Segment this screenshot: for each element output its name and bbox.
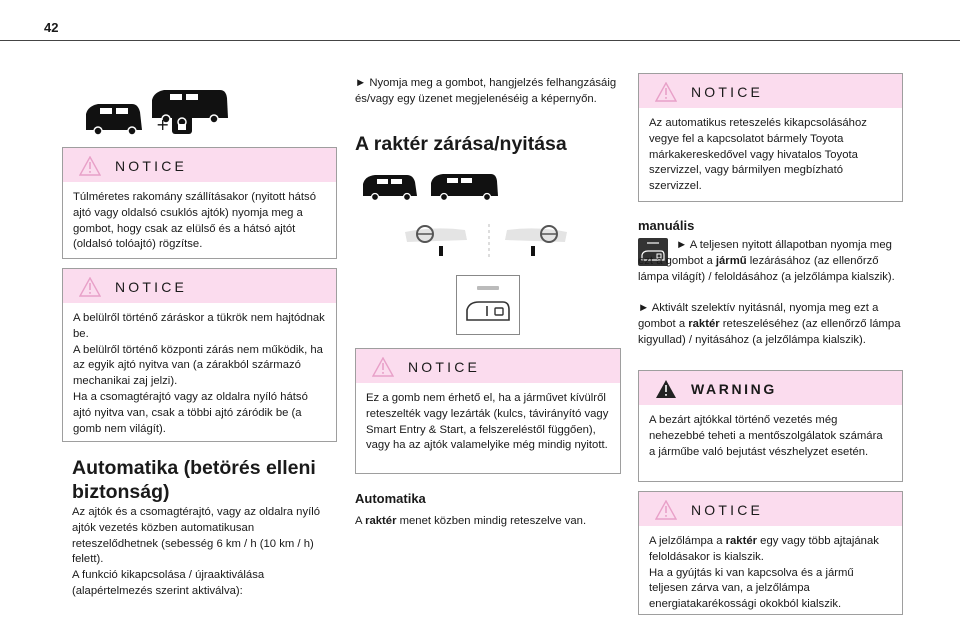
intro-text: ► Nyomja meg a gombot, hangjelzés felhangzásáig és/vagy egy üzenet megjelenéséig a képernyőn. xyxy=(355,77,617,105)
warning-box xyxy=(638,370,903,482)
text-part: A jelzőlámpa a xyxy=(649,535,726,547)
warning-triangle-icon xyxy=(372,357,394,377)
text-bold: jármű xyxy=(715,254,747,267)
text-part: ► A teljesen nyitott állapotban nyomja meg ezt a gombot a xyxy=(638,239,892,267)
section-title-automatika: Automatika (betörés elleni biztonság) xyxy=(72,457,316,503)
body-line: A funkció kikapcsolása / újraaktiválása (alapértelmezés szerint aktiválva): xyxy=(72,569,265,597)
text-part: lezárásához (az ellenőrző lámpa világít) / feloldásához (a jelzőlámpa kialszik). xyxy=(638,254,895,283)
notice-line: A belülről történő záráskor a tükrök nem hajtódnak be. xyxy=(73,312,325,340)
notice-line: A belülről történő központi zárás nem működik, ha az egyik ajtó nyitva van (a zárakból származó mechanikai zaj jelzi). xyxy=(73,343,323,388)
notice-box-3 xyxy=(355,348,621,474)
van-right-icon xyxy=(431,174,498,201)
notice-text: Ez a gomb nem érhető el, ha a járművet kívülről reteszelték vagy lezárták (kulcs, távirányító vagy Smart Entry & Start, a felszereléstől függően), vagy ha az ajtók valamelyike még mindig nyitott. xyxy=(366,392,609,452)
notice-heading: NOTICE xyxy=(691,84,764,100)
body-line: Az ajtók és a csomagtérajtó, vagy az oldalra nyíló ajtók vezetés közben automatikusan reteszelődhetnek (sebesség 6 km / h (10 km / h) felett). xyxy=(72,506,321,566)
manual-paragraph-1 xyxy=(638,238,902,285)
manual-paragraph-2 xyxy=(638,301,902,348)
notice-text: Az automatikus reteszelés kikapcsolásához vegye fel a kapcsolatot bármely Toyota márkakereskedővel vagy hivatalos Toyota szervizzel, vagy bármilyen megbízható szervizzel. xyxy=(649,117,867,193)
svg-text:+: + xyxy=(156,115,170,134)
notice-header xyxy=(63,269,336,303)
notice-line: Ha a gyújtás ki van kapcsolva és a jármű teljesen zárva van, a jelzőlámpa energiatakarékossági okokból kialszik. xyxy=(649,566,854,611)
plus-lock-button-icon xyxy=(156,112,196,136)
notice-header xyxy=(639,74,902,108)
warning-header xyxy=(639,371,902,405)
subsection-title-automatika: Automatika xyxy=(355,491,426,506)
van-left-icon xyxy=(86,104,142,135)
subsection-title-manualis: manuális xyxy=(638,218,695,233)
warning-triangle-icon xyxy=(79,277,101,297)
text-bold: raktér xyxy=(688,317,720,330)
notice-heading: NOTICE xyxy=(691,502,764,518)
notice-heading: NOTICE xyxy=(115,279,188,295)
steering-wheel-left-icon xyxy=(405,226,467,256)
dashboard-lhd-rhd-illustration xyxy=(405,220,575,264)
van-icons-illustration xyxy=(361,168,501,202)
notice-box-4 xyxy=(638,73,903,202)
text-part: A xyxy=(355,515,366,527)
notice-header xyxy=(356,349,620,383)
warning-text: A bezárt ajtókkal történő vezetés még nehezebbé teheti a mentőszolgálatok számára a járműbe való bejutást vészhelyzet esetén. xyxy=(649,414,883,458)
notice-heading: NOTICE xyxy=(408,359,481,375)
subsection-text xyxy=(355,514,620,530)
warning-triangle-icon xyxy=(655,379,677,399)
notice-text xyxy=(63,303,336,445)
warning-heading: WARNING xyxy=(691,381,777,397)
van-lock-icon xyxy=(457,276,519,334)
van-left-icon xyxy=(363,175,417,201)
notice-box-2 xyxy=(62,268,337,442)
notice-box-1 xyxy=(62,147,337,259)
section-body xyxy=(72,505,337,600)
notice-box-5 xyxy=(638,491,903,615)
header-rule xyxy=(0,40,960,41)
notice-heading: NOTICE xyxy=(115,158,188,174)
cargo-lock-button-icon xyxy=(456,275,520,335)
text-part: menet közben mindig reteszelve van. xyxy=(396,515,587,527)
text-part: ► Aktivált szelektív nyitásnál, nyomja meg ezt a gombot a xyxy=(638,302,879,330)
notice-header xyxy=(63,148,336,182)
warning-triangle-icon xyxy=(655,500,677,520)
page-number: 42 xyxy=(44,20,59,35)
text-part: egy vagy több ajtajának feloldásakor is kialszik. xyxy=(649,535,879,563)
notice-text xyxy=(639,526,902,621)
steering-wheel-right-icon xyxy=(505,226,567,256)
text-part: reteszeléséhez (az ellenőrző lámpa kigyullad) / nyitásához (a jelzőlámpa kialszik). xyxy=(638,317,901,346)
warning-triangle-icon xyxy=(79,156,101,176)
notice-text: Túlméretes rakomány szállításakor (nyitott hátsó ajtó vagy oldalsó csuklós ajtók) nyomja meg a gombot, hogy csak az elülső és a hátsó ajtót (oldalsó tolóajtó) rögzítse. xyxy=(73,191,316,251)
notice-line: Ha a csomagtérajtó vagy az oldalra nyíló hátsó ajtó nyitva van, csak a többi ajtó záródik be (a gomb nem világít). xyxy=(73,390,308,435)
text-bold: raktér xyxy=(725,535,758,547)
section-title-rakter: A raktér zárása/nyitása xyxy=(355,133,567,155)
warning-triangle-icon xyxy=(655,82,677,102)
notice-line xyxy=(649,534,892,566)
notice-header xyxy=(639,492,902,526)
text-bold: raktér xyxy=(365,515,397,527)
